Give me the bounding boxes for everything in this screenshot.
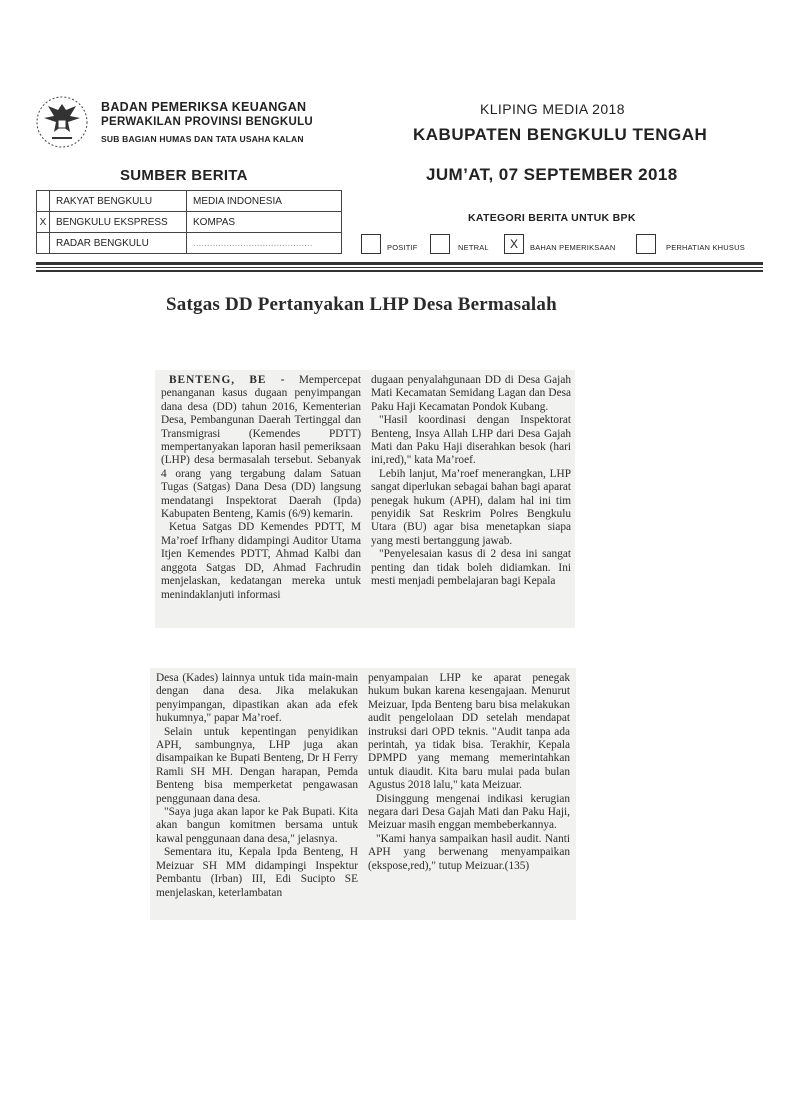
- source-name: BENGKULU EKSPRESS: [50, 212, 187, 233]
- region-title: KABUPATEN BENGKULU TENGAH: [413, 125, 708, 144]
- source-name: MEDIA INDONESIA: [187, 191, 342, 212]
- article-headline: Satgas DD Pertanyakan LHP Desa Bermasalah: [166, 294, 557, 315]
- category-title: KATEGORI BERITA UNTUK BPK: [468, 212, 636, 224]
- news-source-table: [36, 190, 342, 254]
- article-paragraph: "Saya juga akan lapor ke Pak Bupati. Kita akan bangun komitmen bersama untuk kawal penggunaan dana desa," jelasnya.: [156, 806, 358, 845]
- header-divider: [36, 270, 763, 272]
- article-paragraph: Disinggung mengenai indikasi kerugian negara dari Desa Gajah Mati dan Paku Haji, Meizuar masih enggan membeberkannya.: [368, 792, 570, 832]
- article-clipping-top: [155, 370, 575, 628]
- article-paragraph: penyampaian LHP ke aparat penegak hukum bukan karena kesengajaan. Menurut Meizuar, Ipda Benteng baru bisa melakukan audit pengelolaan DD setelah mendapat instruksi dari OPD teknis. "Audit tanpa ada perintah, ya tidak bisa. Terakhir, Kepala DPMPD yang memang memerintahkan untuk diaudit. Kita baru mulai pada bulan Agustus 2018 lalu," kata Meizuar.: [368, 672, 570, 792]
- source-mark: X: [37, 212, 50, 233]
- source-name: RAKYAT BENGKULU: [50, 191, 187, 212]
- source-row: [37, 233, 342, 254]
- category-checkbox-positif[interactable]: [361, 234, 381, 254]
- article-paragraph: Ketua Satgas DD Kemendes PDTT, M Ma’roef Irfhany didampingi Auditor Utama Itjen Kemendes PDTT, Ahmad Kalbi dan anggota Satgas DD, Ahmad Fachrudin menjelaskan, kedatangan mereka untuk menindaklanjuti informasi: [161, 521, 361, 601]
- source-row: [37, 191, 342, 212]
- category-label-netral: NETRAL: [458, 243, 489, 252]
- article-paragraph: Desa (Kades) lainnya untuk tida main-main dengan dana desa. Jika melakukan penyimpangan, dipastikan akan ada efek hukumnya," papar Ma’roef.: [156, 672, 358, 725]
- source-name: RADAR BENGKULU: [50, 233, 187, 254]
- publication-date: JUM’AT, 07 SEPTEMBER 2018: [426, 165, 678, 184]
- article-column-right: [368, 672, 570, 873]
- bpk-logo: [34, 92, 90, 152]
- category-label-perhatian-khusus: PERHATIAN KHUSUS: [666, 243, 745, 252]
- category-checkbox-perhatian-khusus[interactable]: [636, 234, 656, 254]
- article-paragraph: "Penyelesaian kasus di 2 desa ini sangat penting dan tidak boleh didiamkan. Ini mesti menjadi pembelajaran bagi Kepala: [371, 548, 571, 588]
- kliping-title: KLIPING MEDIA 2018: [480, 101, 625, 117]
- category-label-positif: POSITIF: [387, 243, 418, 252]
- article-paragraph: "Hasil koordinasi dengan Inspektorat Benteng, Insya Allah LHP dari Desa Gajah Mati dan Paku Haji diserahkan besok (hari ini,red)," kata Ma’roef.: [371, 414, 571, 467]
- article-paragraph: dugaan penyalahgunaan DD di Desa Gajah Mati Kecamatan Semidang Lagan dan Desa Paku Haji Kecamatan Pondok Kubang.: [371, 374, 571, 413]
- org-sub-division: SUB BAGIAN HUMAS DAN TATA USAHA KALAN: [101, 134, 304, 144]
- source-mark: [37, 191, 50, 212]
- source-name: KOMPAS: [187, 212, 342, 233]
- article-column-left: [161, 374, 361, 602]
- category-label-bahan-pemeriksaan: BAHAN PEMERIKSAAN: [530, 243, 616, 252]
- source-row: [37, 212, 342, 233]
- source-name-blank: ...........................................: [187, 233, 342, 254]
- article-clipping-bottom: [150, 668, 576, 920]
- article-column-right: [371, 374, 571, 589]
- source-section-title: SUMBER BERITA: [120, 167, 248, 184]
- article-paragraph: Selain untuk kepentingan penyidikan APH, sambungnya, LHP juga akan disampaikan ke Bupati Benteng, Dr H Ferry Ramli SH MH. Dengan harapan, Pemda Benteng bisa memperketat pengawasan penggunaan dana desa.: [156, 725, 358, 805]
- source-mark: [37, 233, 50, 254]
- category-checkbox-bahan-pemeriksaan[interactable]: X: [504, 234, 524, 254]
- article-paragraph: BENTENG, BE - Mempercepat penanganan kasus dugaan penyimpangan dana desa (DD) tahun 2016, Kementerian Desa, Pembangunan Daerah Tertinggal dan Transmigrasi (Kemendes PDTT) mempertanyakan laporan hasil pemeriksaan (LHP) desa bermasalah tersebut. Sebanyak 4 orang yang tergabung dalam Satuan Tugas (Satgas) Dana Desa (DD) langsung mendatangi Inspektorat Daerah (Ipda) Kabupaten Benteng, Kamis (6/9) kemarin.: [161, 374, 361, 521]
- article-dateline: BENTENG, BE -: [169, 374, 286, 386]
- article-paragraph: Sementara itu, Kepala Ipda Benteng, H Meizuar SH MM didampingi Inspektur Pembantu (Irban) III, Edi Sucipto SE menjelaskan, keterlambatan: [156, 846, 358, 899]
- article-paragraph: "Kami hanya sampaikan hasil audit. Nanti APH yang berwenang menyampaikan (ekspose,red)," tutup Meizuar.(135): [368, 832, 570, 872]
- article-paragraph: Lebih lanjut, Ma’roef menerangkan, LHP sangat diperlukan sebagai bahan bagi aparat penegak hukum (APH), dalam hal ini tim penyidik Sat Reskrim Polres Bengkulu Utara (BU) agar bisa menetapkan siapa yang mesti bertanggung jawab.: [371, 467, 571, 547]
- org-province: PERWAKILAN PROVINSI BENGKULU: [101, 116, 314, 128]
- category-checkbox-netral[interactable]: [430, 234, 450, 254]
- article-column-left: [156, 672, 358, 900]
- header-divider-thin: [36, 267, 763, 268]
- org-name: BADAN PEMERIKSA KEUANGAN: [101, 100, 307, 114]
- header-divider: [36, 262, 763, 265]
